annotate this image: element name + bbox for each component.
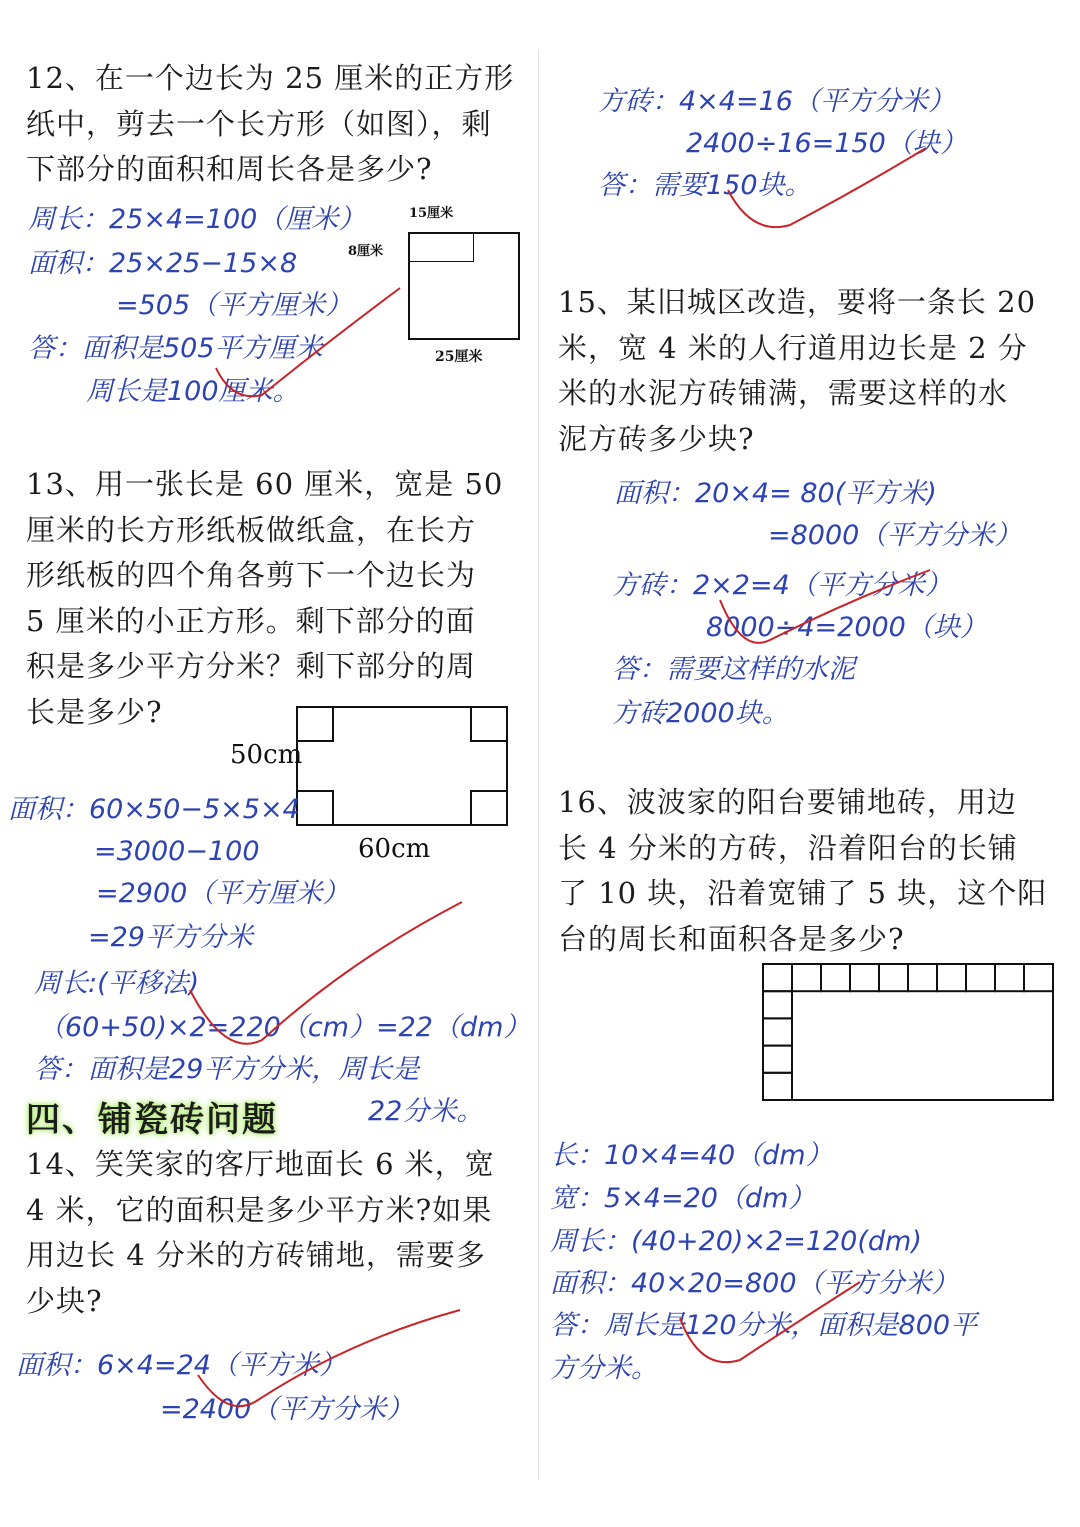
q15-answer-line: =8000（平方分米） [768,520,1022,551]
question-line: 少块? [26,1283,103,1318]
q13-answer-line: =2900（平方厘米） [96,878,350,909]
q13-answer-line: =3000−100 [94,836,260,867]
question-line: 长是多少? [26,694,163,729]
question-line: 台的周长和面积各是多少? [558,921,905,956]
q12-answer-line: =505（平方厘米） [116,290,353,321]
q13-answer-line: 周长:(平移法) [34,968,200,999]
q12-answer-line: 答：面积是505平方厘米 [28,333,323,364]
question-line: 5 厘米的小正方形。剩下部分的面 [26,603,476,638]
question-line: 形纸板的四个角各剪下一个边长为 [26,558,477,592]
q12-answer-line: 周长：25×4=100（厘米） [28,204,366,235]
question-line: 米的水泥方砖铺满，需要这样的水 [558,376,1009,410]
q12-answer-line: 周长是100厘米。 [86,376,300,407]
check-mark [728,148,926,227]
question-line: 用边长 4 分米的方砖铺地，需要多 [26,1238,486,1272]
question-line: 泥方砖多少块? [558,421,755,456]
figure-label-bottom: 25厘米 [435,349,483,365]
q15-answer-line: 8000÷4=2000（块） [706,612,987,643]
question-line: 厘米的长方形纸板做纸盒，在长方 [26,512,477,547]
q13-answer-line: 答：面积是29平方分米，周长是 [34,1054,420,1085]
q13-answer-line: 面积：60×50−5×5×4 [8,794,300,825]
question-line: 米，宽 4 米的人行道用边长是 2 分 [558,330,1028,365]
question-line: 15、某旧城区改造，要将一条长 20 [558,285,1037,319]
q15-answer-line: 方砖：2×2=4（平方分米） [612,570,952,601]
q13-answer-line: （60+50)×2=220（cm）=22（dm） [38,1012,531,1043]
figure-label-side: 8厘米 [348,244,384,259]
q16-answer-line: 面积：40×20=800（平方分米） [550,1268,959,1299]
check-mark [190,902,462,1044]
question-line: 16、波波家的阳台要铺地砖，用边 [558,785,1017,819]
q16-answer-line: 周长：(40+20)×2=120(dm) [550,1226,922,1257]
q14-answer-line: 2400÷16=150（块） [686,128,967,159]
question-line: 下部分的面积和周长各是多少? [26,152,433,186]
figure-label-height: 50cm [230,740,303,770]
question-line: 了 10 块，沿着宽铺了 5 块，这个阳 [558,876,1048,910]
q14-answer-line: 面积：6×4=24（平方米） [16,1350,346,1381]
figure-label-width: 60cm [358,834,431,864]
check-mark [216,288,400,396]
q15-answer-line: 答：需要这样的水泥 [612,654,855,685]
check-mark [680,1282,860,1362]
question-line: 4 米，它的面积是多少平方米?如果 [26,1192,493,1227]
question-line: 长 4 分米的方砖，沿着阳台的长铺 [558,830,1018,865]
q15-answer-line: 面积：20×4= 80(平方米) [614,478,937,509]
question-line: 14、笑笑家的客厅地面长 6 米，宽 [26,1147,495,1181]
q16-answer-line: 长：10×4=40（dm） [550,1140,833,1171]
figure-label-top: 15厘米 [409,206,454,221]
q12-answer-line: 面积：25×25−15×8 [28,248,298,279]
question-line: 13、用一张长是 60 厘米，宽是 50 [26,467,504,501]
q14-answer-line: 答：需要150块。 [598,170,812,201]
section-heading: 四、铺瓷砖问题 [26,1100,278,1140]
q14-answer-line: =2400（平方分米） [160,1394,414,1425]
question-line: 积是多少平方分米？剩下部分的周 [26,649,477,683]
q16-answer-line: 宽：5×4=20（dm） [550,1183,816,1214]
q15-answer-line: 方砖2000块。 [612,698,789,729]
question-line: 纸中，剪去一个长方形（如图），剩 [26,106,492,141]
q13-answer-line: 22分米。 [368,1096,484,1127]
question-line: 12、在一个边长为 25 厘米的正方形 [26,61,515,95]
q16-answer-line: 答：周长是120分米，面积是800平 [550,1310,978,1341]
check-mark [720,570,930,643]
q16-answer-line: 方分米。 [550,1353,658,1384]
q13-answer-line: =29平方分米 [88,922,253,953]
check-mark [198,1310,460,1406]
q14-answer-line: 方砖：4×4=16（平方分米） [598,86,955,117]
